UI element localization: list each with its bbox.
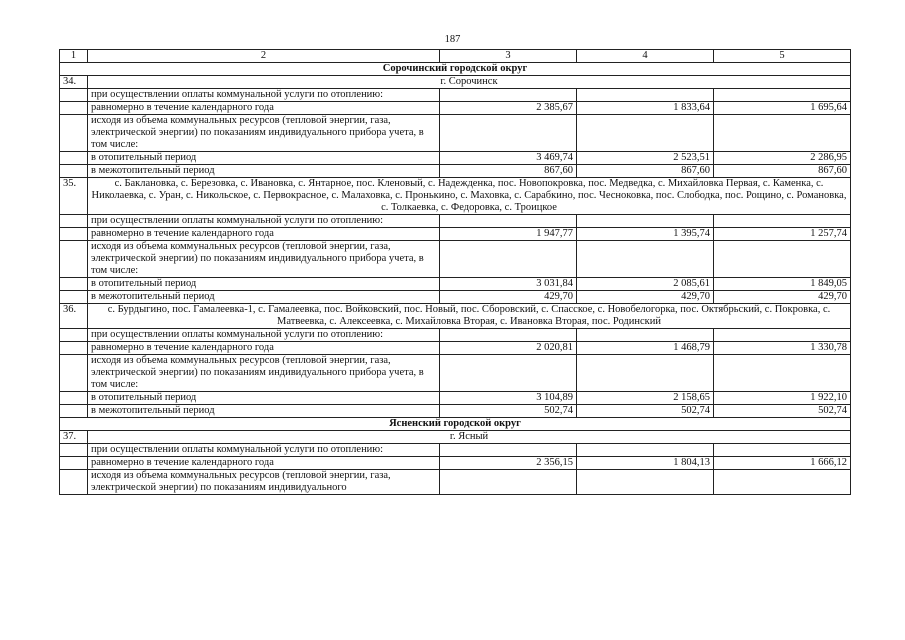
table-row bbox=[60, 152, 851, 165]
row-label: в отопительный период bbox=[88, 392, 440, 405]
row-label: в отопительный период bbox=[88, 152, 440, 165]
row-number: 36. bbox=[60, 304, 88, 329]
row-label: равномерно в течение календарного года bbox=[88, 342, 440, 355]
value-cell: 1 849,05 bbox=[714, 278, 851, 291]
value-cell bbox=[440, 241, 577, 278]
row-number-empty bbox=[60, 355, 88, 392]
value-cell: 502,74 bbox=[440, 405, 577, 418]
column-header: 2 bbox=[88, 50, 440, 63]
value-cell bbox=[714, 115, 851, 152]
table-row bbox=[60, 89, 851, 102]
row-label: в межотопительный период bbox=[88, 291, 440, 304]
row-number: 35. bbox=[60, 178, 88, 215]
value-cell: 2 085,61 bbox=[577, 278, 714, 291]
value-cell bbox=[440, 355, 577, 392]
row-number-empty bbox=[60, 291, 88, 304]
row-number-empty bbox=[60, 457, 88, 470]
table-row bbox=[60, 115, 851, 152]
value-cell bbox=[714, 355, 851, 392]
value-cell: 2 356,15 bbox=[440, 457, 577, 470]
value-cell: 1 395,74 bbox=[577, 228, 714, 241]
row-number-empty bbox=[60, 152, 88, 165]
value-cell bbox=[577, 470, 714, 495]
value-cell: 2 523,51 bbox=[577, 152, 714, 165]
row-label: в межотопительный период bbox=[88, 405, 440, 418]
table-row bbox=[60, 102, 851, 115]
value-cell bbox=[577, 215, 714, 228]
value-cell: 3 031,84 bbox=[440, 278, 577, 291]
value-cell: 2 286,95 bbox=[714, 152, 851, 165]
row-number-empty bbox=[60, 470, 88, 495]
value-cell: 3 469,74 bbox=[440, 152, 577, 165]
tariff-table bbox=[59, 49, 851, 495]
table-row bbox=[60, 165, 851, 178]
row-number-empty bbox=[60, 342, 88, 355]
value-cell bbox=[714, 89, 851, 102]
value-cell: 867,60 bbox=[577, 165, 714, 178]
location-name: с. Баклановка, с. Березовка, с. Ивановка, с. Янтарное, пос. Кленовый, с. Надежденка, пос. Новопокровка, пос. Медведка, с. Михайловка Первая, с. Каменка, с. Николаевка, с. Уран, с. Никольское, с. Первокрасное, с. Малаховка, с. Пронькино, с. Маховка, с. Сарабкино, пос. Чесноковка, пос. Слободка, пос. Рощино, с. Романовка, с. Толкаевка, с. Федоровка, с. Троицкое bbox=[88, 178, 851, 215]
value-cell: 1 468,79 bbox=[577, 342, 714, 355]
value-cell bbox=[577, 329, 714, 342]
location-row bbox=[60, 178, 851, 215]
value-cell: 1 804,13 bbox=[577, 457, 714, 470]
row-number-empty bbox=[60, 102, 88, 115]
row-label: при осуществлении оплаты коммунальной услуги по отоплению: bbox=[88, 215, 440, 228]
value-cell bbox=[714, 241, 851, 278]
table-row bbox=[60, 405, 851, 418]
table-body bbox=[60, 63, 851, 495]
value-cell bbox=[714, 329, 851, 342]
page-number: 187 bbox=[444, 34, 461, 45]
row-number-empty bbox=[60, 329, 88, 342]
table-row bbox=[60, 470, 851, 495]
table-row bbox=[60, 457, 851, 470]
row-label: равномерно в течение календарного года bbox=[88, 228, 440, 241]
row-label: равномерно в течение календарного года bbox=[88, 457, 440, 470]
value-cell: 1 330,78 bbox=[714, 342, 851, 355]
table-row bbox=[60, 278, 851, 291]
row-number-empty bbox=[60, 228, 88, 241]
value-cell: 429,70 bbox=[440, 291, 577, 304]
column-header-row bbox=[60, 50, 851, 63]
value-cell: 867,60 bbox=[714, 165, 851, 178]
value-cell bbox=[440, 329, 577, 342]
row-label: исходя из объема коммунальных ресурсов (тепловой энергии, газа, электрической энергии) по показаниям индивидуального прибора учета, в том числе: bbox=[88, 241, 440, 278]
value-cell bbox=[577, 241, 714, 278]
row-number-empty bbox=[60, 392, 88, 405]
row-label: при осуществлении оплаты коммунальной услуги по отоплению: bbox=[88, 444, 440, 457]
section-row bbox=[60, 418, 851, 431]
row-number-empty bbox=[60, 165, 88, 178]
section-row bbox=[60, 63, 851, 76]
value-cell bbox=[577, 444, 714, 457]
table-row bbox=[60, 291, 851, 304]
row-label: исходя из объема коммунальных ресурсов (тепловой энергии, газа, электрической энергии) по показаниям индивидуального bbox=[88, 470, 440, 495]
table-row bbox=[60, 355, 851, 392]
value-cell bbox=[440, 89, 577, 102]
table-row bbox=[60, 241, 851, 278]
location-row bbox=[60, 76, 851, 89]
row-number-empty bbox=[60, 241, 88, 278]
row-number: 34. bbox=[60, 76, 88, 89]
row-label: в межотопительный период bbox=[88, 165, 440, 178]
column-header: 3 bbox=[440, 50, 577, 63]
value-cell: 3 104,89 bbox=[440, 392, 577, 405]
table-row bbox=[60, 215, 851, 228]
row-label: при осуществлении оплаты коммунальной услуги по отоплению: bbox=[88, 329, 440, 342]
location-name: г. Сорочинск bbox=[88, 76, 851, 89]
value-cell: 1 257,74 bbox=[714, 228, 851, 241]
row-number-empty bbox=[60, 444, 88, 457]
section-title: Сорочинский городской округ bbox=[60, 63, 851, 76]
row-label: исходя из объема коммунальных ресурсов (тепловой энергии, газа, электрической энергии) по показаниям индивидуального прибора учета, в том числе: bbox=[88, 355, 440, 392]
value-cell bbox=[440, 115, 577, 152]
value-cell bbox=[577, 355, 714, 392]
value-cell bbox=[440, 444, 577, 457]
table-row bbox=[60, 329, 851, 342]
value-cell: 867,60 bbox=[440, 165, 577, 178]
value-cell: 502,74 bbox=[714, 405, 851, 418]
value-cell: 1 947,77 bbox=[440, 228, 577, 241]
value-cell: 2 158,65 bbox=[577, 392, 714, 405]
value-cell: 502,74 bbox=[577, 405, 714, 418]
value-cell bbox=[714, 215, 851, 228]
row-label: в отопительный период bbox=[88, 278, 440, 291]
table-row bbox=[60, 228, 851, 241]
row-number: 37. bbox=[60, 431, 88, 444]
value-cell bbox=[440, 215, 577, 228]
value-cell: 2 020,81 bbox=[440, 342, 577, 355]
value-cell: 2 385,67 bbox=[440, 102, 577, 115]
column-header: 1 bbox=[60, 50, 88, 63]
value-cell bbox=[714, 444, 851, 457]
value-cell: 1 666,12 bbox=[714, 457, 851, 470]
row-number-empty bbox=[60, 115, 88, 152]
row-number-empty bbox=[60, 278, 88, 291]
value-cell: 429,70 bbox=[714, 291, 851, 304]
table-row bbox=[60, 342, 851, 355]
location-row bbox=[60, 304, 851, 329]
row-number-empty bbox=[60, 89, 88, 102]
row-label: при осуществлении оплаты коммунальной услуги по отоплению: bbox=[88, 89, 440, 102]
column-header: 4 bbox=[577, 50, 714, 63]
section-title: Ясненский городской округ bbox=[60, 418, 851, 431]
row-number-empty bbox=[60, 405, 88, 418]
table-row bbox=[60, 392, 851, 405]
row-number-empty bbox=[60, 215, 88, 228]
value-cell: 429,70 bbox=[577, 291, 714, 304]
value-cell bbox=[577, 115, 714, 152]
value-cell bbox=[577, 89, 714, 102]
value-cell: 1 695,64 bbox=[714, 102, 851, 115]
value-cell bbox=[714, 470, 851, 495]
location-name: с. Бурдыгино, пос. Гамалеевка-1, с. Гамалеевка, пос. Войковский, пос. Новый, пос. Сборовский, с. Спасское, с. Новобелогорка, пос. Октябрьский, с. Покровка, с. Матвеевка, с. Алексеевка, с. Михайловка Вторая, с. Ивановка Вторая, пос. Родинский bbox=[88, 304, 851, 329]
row-label: равномерно в течение календарного года bbox=[88, 102, 440, 115]
location-row bbox=[60, 431, 851, 444]
row-label: исходя из объема коммунальных ресурсов (тепловой энергии, газа, электрической энергии) по показаниям индивидуального прибора учета, в том числе: bbox=[88, 115, 440, 152]
value-cell bbox=[440, 470, 577, 495]
value-cell: 1 922,10 bbox=[714, 392, 851, 405]
table-row bbox=[60, 444, 851, 457]
location-name: г. Ясный bbox=[88, 431, 851, 444]
value-cell: 1 833,64 bbox=[577, 102, 714, 115]
column-header: 5 bbox=[714, 50, 851, 63]
